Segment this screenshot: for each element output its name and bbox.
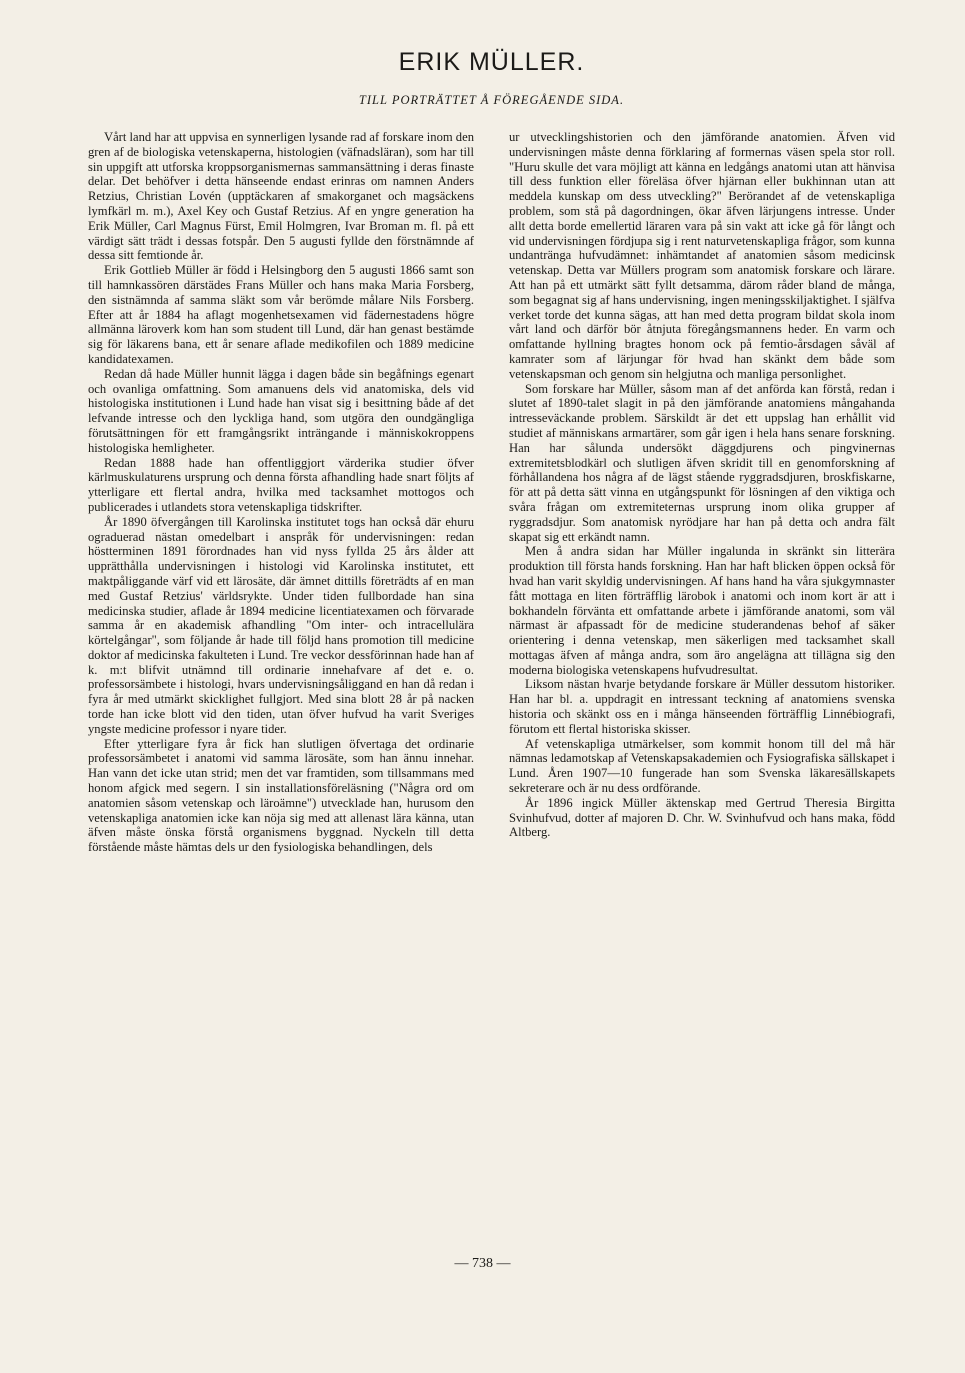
paragraph: Redan 1888 hade han offentliggjort värderika studier öfver kärlmuskulaturens ursprung och denna första afhandling hade snart följts af ytterligare ett flertal andra, hvilka med tacksamhet mottogos och publicerades i utlandets stora vetenskapliga tidskrifter. <box>88 455 474 514</box>
paragraph: År 1896 ingick Müller äktenskap med Gertrud Theresia Birgitta Svinhufvud, dotter af majoren D. Chr. W. Svinhufvud och hans maka, född Altberg. <box>509 795 895 840</box>
text-columns <box>88 130 895 855</box>
paragraph: Erik Gottlieb Müller är född i Helsingborg den 5 augusti 1866 samt son till hamnkassören därstädes Frans Müller och hans maka Maria Forsberg, den sistnämnda af samma släkt som vår berömde målare Nils Forsberg. Efter att år 1884 ha aflagt mogenhetsexamen vid fädernestadens högre allmänna läroverk kom han som student till Lund, där han genast bestämde sig för läkarens bana, ett år senare aflade medikofilen och 1889 medicine kandidatexamen. <box>88 263 474 366</box>
paragraph: Redan då hade Müller hunnit lägga i dagen både sin begåfnings egenart och ovanliga omfattning. Som amanuens dels vid anatomiska, dels vid histologiska institutionen i Lund hade han visat sig i besittning både af det lefvande intresse och den lyckliga hand, som utgöra den oundgängliga förutsättningen för ett framgångsrikt inträngande i människokroppens histologiska hemligheter. <box>88 366 474 455</box>
page-number: — 738 — <box>454 1256 511 1271</box>
paragraph: Af vetenskapliga utmärkelser, som kommit honom till del må här nämnas ledamotskap af Vetenskapsakademien och Fysiografiska sällskapet i Lund. Åren 1907—10 fungerade han som Svenska läkaresällskapets sekreterare och är nu dess ordförande. <box>509 736 895 796</box>
article-title: ERIK MÜLLER. <box>398 48 585 76</box>
paragraph: Som forskare har Müller, såsom man af det anförda kan förstå, redan i slutet af 1890-talet slagit in på den jämförande anatomiens mångahanda intresseväckande problem. Särskildt är det ett uppslag han erhållit vid studiet af människans armartärer, som går igen i hela hans senare forskning. Han har sålunda undersökt däggdjurens och pingvinernas extremitetsblodkärl och slutligen äfven skridit till en genomforskning af förhållandena hos några af de lägst stående ryggradsdjuren, broskfiskarne, för att på detta sätt vinna en utgångspunkt för lösningen af den viktiga och svåra frågan om extremiteternas ursprung inom olika grupper af ryggradsdjur. Som anatomisk nyrödjare har han på detta och andra fält skapat sig ett erkändt namn. <box>509 381 895 544</box>
right-column <box>509 130 895 855</box>
paragraph: Liksom nästan hvarje betydande forskare är Müller dessutom historiker. Han har bl. a. uppdragit en intressant teckning af anatomiens svenska historia och skänkt oss en i många hänseenden förträfflig Linnébiografi, förutom ett flertal historiska skisser. <box>509 677 895 736</box>
paragraph: Efter ytterligare fyra år fick han slutligen öfvertaga det ordinarie professorsämbetet i anatomi vid samma lärosäte, som han ännu innehar. Han vann det icke utan strid; men det var framtiden, som tillsammans med honom afgick med segern. I sin installationsföreläsning ("Några ord om anatomien såsom vetenskap och läroämne") utvecklade han, hurusom den vetenskapliga anatomien icke kan nöja sig med att allenast lära känna, utan äfven måste önska förstå organismens byggnad. Nyckeln till detta förstående måste hämtas dels ur den fysiologiska behandlingen, dels <box>88 736 474 855</box>
paragraph: År 1890 öfvergången till Karolinska institutet togs han också där ehuru ograduerad nästan omedelbart i anspråk för undervisningen: redan höstterminen 1891 förordnades han vid nyss fyllda 25 års ålder att upprätthålla undervisningen i histologi vid Karolinska institutet, ett maktpåliggande värf vid ett lärosäte, där ämnet dittills företrädts af en man med Gustaf Retzius' världsrykte. Under tiden fullbordade han sina medicinska studier, aflade år 1894 medicine licentiatexamen och förvarade samma år en akademisk afhandling "Om inter- och intracellulära körtelgångar", som följande år hade till följd hans promotion till medicine doktor af medicinska fakulteten i Lund. Tre veckor dessförinnan hade han af k. m:t blifvit utnämnd till ordinarie innehafvare af det e. o. professorsämbete i histologi, hvars undervisningsåliggand en han då redan i fyra år med utmärkt skicklighet fullgjort. Med sina blott 28 år på nacken torde han icke blott vid den tiden, utan öfver hufvud ha varit Sveriges yngste medicine professor i nyare tider. <box>88 514 474 736</box>
paragraph: ur utvecklingshistorien och den jämförande anatomien. Äfven vid undervisningen måste denna förklaring af formernas väsen spela stor roll. "Huru skulle det vara möjligt att känna en ledgångs anatomi utan att hänvisa till dess funktion eller föreläsa öfver hjärnan eller bukhinnan utan att meddela kunskap om dess utveckling?" Berörandet af de vetenskapliga problem, som stå på dagordningen, ökar äfven lärjungens intresse. Under allt detta borde emellertid läraren vara på sin vakt att icke gå för långt och vid undervisningen fördjupa sig i rent naturvetenskapliga frågor, som kunna undantränga hufvudämnet: inhämtandet af anatomien såsom medicinsk vetenskap. Detta var Müllers program som anatomisk forskare och lärare. Att han på ett utmärkt sätt fyllt detsamma, därom råder bland de många, som begagnat sig af hans undervisning, ingen meningsskiljaktighet. I själfva verket torde det kunna sägas, att han med detta program bildat skola inom vårt land och därför bör åtnjuta föregångsmannens heder. En varm och omfattande hyllning bragtes honom ock på femtio-årsdagen såväl af kamrater som af lärjungar för hvad han skänkt dem både som vetenskapsman och genom sin helgjutna och manliga personlighet. <box>509 130 895 381</box>
paragraph: Men å andra sidan har Müller ingalunda in skränkt sin litterära produktion till första hands forskning. Han har haft blicken öppen också för hvad han varit skyldig undervisningen. Af hans hand ha våra sjukgymnaster fått mottaga en liten förträfflig lärobok i anatomi och inom kort är att i bokhandeln förvänta ett omfattande arbete i jämförande anatomi, som väl närmast är afpassadt för de medicine studerandenas behof af säker orientering i denna vetenskap, men säkerligen med tacksamhet skall mottagas äfven af många andra, som äro angelägna att tillägna sig den moderna biologiska vetenskapens hufvudresultat. <box>509 544 895 677</box>
left-column <box>88 130 474 855</box>
paragraph: Vårt land har att uppvisa en synnerligen lysande rad af forskare inom den gren af de biologiska vetenskaperna, histologien (väfnadsläran), som har till sin uppgift att utforska kroppsorganismernas sammansättning i deras finaste delar. Det behöfver i detta hänseende endast erinras om namnen Anders Retzius, Christian Lovén (upptäckaren af smakorganet och magsäckens lymfkärl m. m.), Axel Key och Gustaf Retzius. Af en yngre generation ha Erik Müller, Carl Magnus Fürst, Emil Holmgren, Ivar Broman m. fl. på ett värdigt sätt trädt i dessas fotspår. Den 5 augusti fyllde den förstnämnde af dessa sitt femtionde år. <box>88 130 474 263</box>
article-subtitle: TILL PORTRÄTTET Å FÖREGÅENDE SIDA. <box>358 93 625 107</box>
